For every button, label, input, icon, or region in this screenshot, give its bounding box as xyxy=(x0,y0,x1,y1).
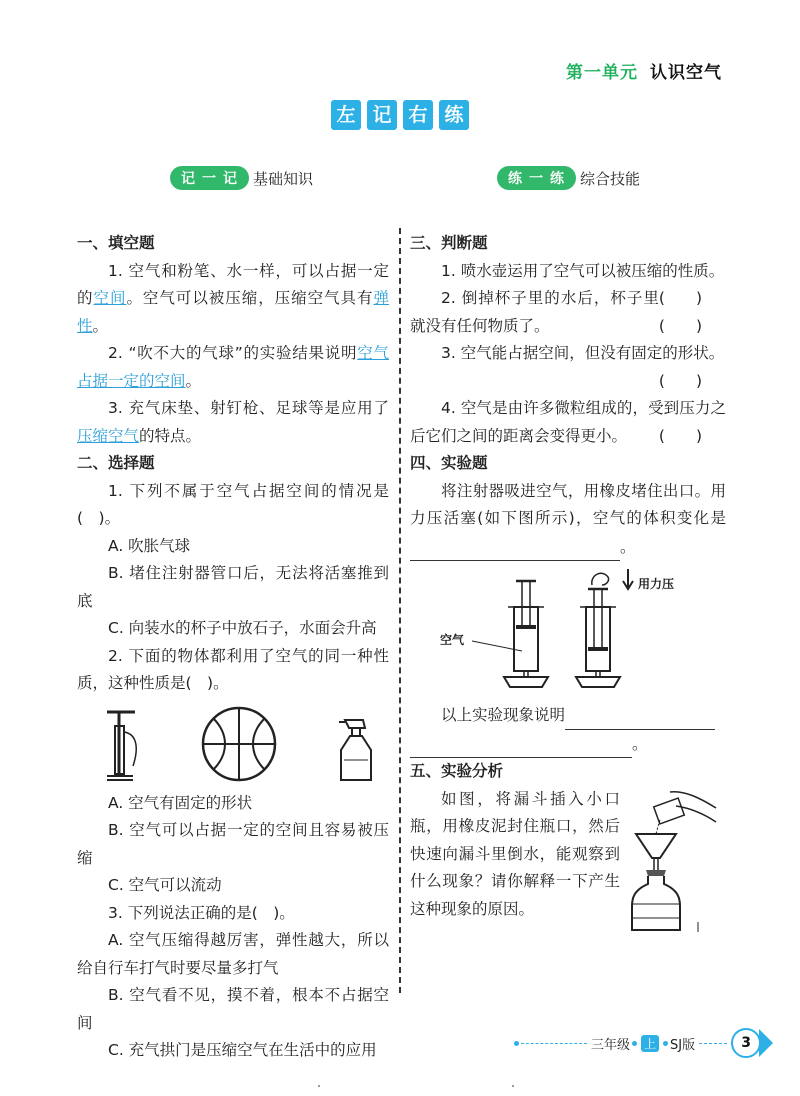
title-char: 练 xyxy=(439,100,469,130)
footer-dot xyxy=(514,1041,519,1046)
answer-paren: ( ) xyxy=(658,289,702,307)
analysis-block xyxy=(410,786,726,934)
spray-bottle-icon xyxy=(335,714,379,784)
section-pill: 记 一 记 xyxy=(170,166,249,190)
label-press: 用力压 xyxy=(638,577,675,591)
answer-blank xyxy=(410,533,620,562)
section-label: 基础知识 xyxy=(253,169,314,188)
fill-heading: 一、填空题 xyxy=(77,234,155,252)
footer-edition: SJ版 xyxy=(670,1037,696,1053)
answer-text: 空气占据一定的空间 xyxy=(77,344,389,390)
answer-text: 空间 xyxy=(93,289,127,307)
label-air: 空气 xyxy=(440,633,465,647)
answer-paren: ( ) xyxy=(658,426,702,445)
judge-item: 2. 倒掉杯子里的水后，杯子里就没有任何物质了。 ( ) xyxy=(410,285,726,340)
print-mark xyxy=(318,1085,320,1087)
syringe-figure xyxy=(410,567,726,697)
footer-dot xyxy=(663,1041,668,1046)
title-char: 左 xyxy=(331,100,361,130)
footer-dash xyxy=(521,1043,587,1044)
choice-q1-stem: 1. 下列不属于空气占据空间的情况是( )。 xyxy=(77,481,389,527)
answer-blank xyxy=(565,701,715,730)
page-footer xyxy=(512,1028,773,1058)
footer-dash xyxy=(699,1043,727,1044)
unit-label: 第一单元 xyxy=(566,63,638,83)
footer-term: 上 xyxy=(641,1035,659,1052)
choice-option: B. 空气可以占据一定的空间且容易被压缩 xyxy=(77,821,389,867)
footer-grade: 三年级 xyxy=(591,1037,631,1053)
judge-item: 4. 空气是由许多微粒组成的，受到压力之后它们之间的距离会变得更小。 ( ) xyxy=(410,395,726,450)
analysis-heading: 五、实验分析 xyxy=(410,762,504,780)
analysis-text: 如图，将漏斗插入小口瓶，用橡皮泥封住瓶口，然后快速向漏斗里倒水，能观察到什么现象？请你解释一下产生这种现象的原因。 xyxy=(410,789,620,918)
judge-item: 1. 喷水壶运用了空气可以被压缩的性质。 ( ) xyxy=(410,258,726,286)
running-header xyxy=(566,58,722,83)
experiment-conclusion-line2: 。 xyxy=(410,730,726,759)
section-head-skills xyxy=(497,166,640,190)
funnel-bottle-illustration xyxy=(620,786,720,934)
choice-option: C. 空气可以流动 xyxy=(108,876,222,894)
answer-text: 弹性 xyxy=(77,289,389,335)
choice-heading: 二、选择题 xyxy=(77,454,155,472)
answer-blank xyxy=(410,730,632,759)
left-column xyxy=(77,230,389,1065)
choice-option: A. 吹胀气球 xyxy=(108,536,191,555)
experiment-text: 将注射器吸进空气，用橡皮堵住出口。用力压活塞(如下图所示)，空气的体积变化是 。 xyxy=(410,478,726,562)
basketball-icon xyxy=(199,704,279,784)
section-head-basic xyxy=(170,166,313,190)
title-char: 记 xyxy=(367,100,397,130)
judge-item: 3. 空气能占据空间，但没有固定的形状。 ( ) xyxy=(410,340,726,395)
column-divider xyxy=(399,228,401,993)
topic-label: 认识空气 xyxy=(650,63,722,83)
judge-heading: 三、判断题 xyxy=(410,234,488,252)
experiment-conclusion: 以上实验现象说明 xyxy=(410,701,726,730)
experiment-heading: 四、实验题 xyxy=(410,454,488,472)
air-pump-icon xyxy=(103,708,143,784)
answer-paren: ( ) xyxy=(658,316,702,335)
fill-q2: 2. “吹不大的气球”的实验结果说明空气占据一定的空间。 xyxy=(77,344,389,390)
choice-option: C. 充气拱门是压缩空气在生活中的应用 xyxy=(108,1041,377,1059)
choice-q3-stem: 3. 下列说法正确的是( )。 xyxy=(108,903,295,922)
choice-option: B. 空气看不见，摸不着，根本不占据空间 xyxy=(77,986,389,1032)
choice-option: A. 空气有固定的形状 xyxy=(108,793,253,812)
page-number: 3 xyxy=(731,1028,761,1058)
page-arrow-icon xyxy=(759,1029,773,1057)
fill-q1: 1. 空气和粉笔、水一样，可以占据一定的空间。空气可以被压缩，压缩空气具有弹性。 xyxy=(77,261,389,335)
choice-option: B. 堵住注射器管口后，无法将活塞推到底 xyxy=(77,564,389,610)
footer-dot xyxy=(632,1041,637,1046)
page-title xyxy=(331,100,469,130)
answer-text: 压缩空气 xyxy=(77,426,140,445)
choice-option: A. 空气压缩得越厉害，弹性越大，所以给自行车打气时要尽量多打气 xyxy=(77,931,389,977)
choice-q2-pictures xyxy=(77,698,389,790)
choice-option: C. 向装水的杯子中放石子，水面会升高 xyxy=(108,619,377,637)
section-pill: 练 一 练 xyxy=(497,166,576,190)
choice-q2-stem: 2. 下面的物体都利用了空气的同一种性质，这种性质是( )。 xyxy=(77,646,389,692)
analysis-text-wrap xyxy=(410,786,620,934)
title-char: 右 xyxy=(403,100,433,130)
fill-q3: 3. 充气床垫、射钉枪、足球等是应用了压缩空气的特点。 xyxy=(77,399,389,445)
right-column xyxy=(410,230,726,934)
section-label: 综合技能 xyxy=(580,169,641,188)
answer-paren: ( ) xyxy=(658,371,702,390)
print-mark xyxy=(512,1085,514,1087)
